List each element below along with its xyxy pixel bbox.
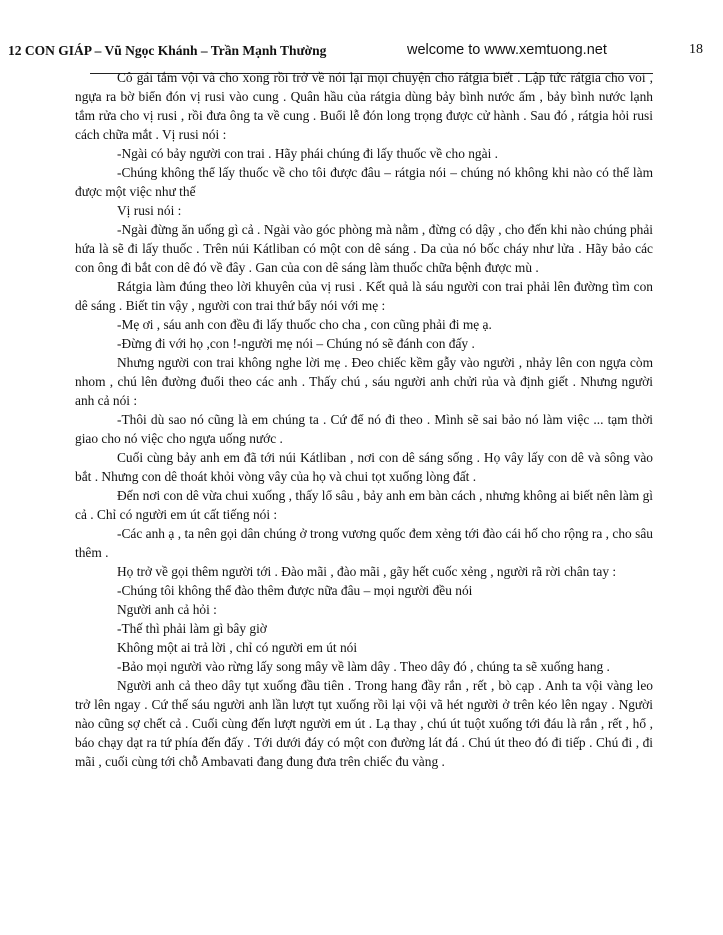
- dialogue-line: -Đừng đi với họ ,con !-người mẹ nói – Chúng nó sẽ đánh con đấy .: [117, 336, 475, 351]
- paragraph: Người anh cả theo dây tụt xuống đầu tiên . Trong hang đầy rắn , rết , bò cạp . Anh ta vội vàng leo trở lên ngay . Cứ thế sáu người anh lần lượt tụt xuống rồi lại vội vã hét người ở trên kéo lên ngay . Người nào cũng sợ chết cả . Cuối cùng đến lượt người em út . Lạ thay , chú út tuột xuống tới đáu là rắn , rết , hổ , báo chạy dạt ra tứ phía đến đấy . Tới dưới đáy có một con đường lát đá . Chú út theo đó đi tiếp . Chú đi , đi mãi , cuối cùng tới chỗ Ambavati đang đung đưa trên chiếc đu vàng .: [75, 678, 653, 769]
- paragraph: -Bảo mọi người vào rừng lấy song mây về làm dây . Theo dây đó , chúng ta sẽ xuống hang .: [117, 659, 610, 674]
- paragraph: Họ trở về gọi thêm người tới . Đào mãi , đào mãi , gãy hết cuốc xẻng , người rã rời chân tay :: [117, 564, 617, 579]
- dialogue-line: Không một ai trả lời , chỉ có người em út nói: [117, 640, 358, 655]
- paragraph: Cuối cùng bảy anh em đã tới núi Kátliban , nơi con dê sáng sống . Họ vây lấy con dê và sông vào bắt . Nhưng con dê thoát khỏi vòng vây của họ và chui tọt xuống lòng đất .: [75, 450, 653, 484]
- paragraph: Rátgia làm đúng theo lời khuyên của vị rusi . Kết quả là sáu người con trai phải lên đường tìm con dê sáng . Biết tin vậy , người con trai thứ bẩy nói với mẹ :: [75, 279, 653, 313]
- paragraph: Nhưng người con trai không nghe lời mẹ . Đeo chiếc kềm gẫy vào người , nhảy lên con ngựa còm nhom , chú lên đường đuổi theo các anh . Thấy chú , sáu người anh chửi rủa và định giết . Nhưng người anh cả nói :: [75, 355, 653, 408]
- page-body: [75, 68, 653, 771]
- dialogue-line: -Mẹ ơi , sáu anh con đều đi lấy thuốc cho cha , con cũng phải đi mẹ ạ.: [117, 317, 492, 332]
- dialogue-line: Người anh cả hỏi :: [117, 602, 217, 617]
- paragraph: -Thôi dù sao nó cũng là em chúng ta . Cứ để nó đi theo . Mình sẽ sai bảo nó làm việc ... tạm thời giao cho nó việc cho ngựa uống nước .: [75, 412, 653, 446]
- paragraph: -Các anh ạ , ta nên gọi dân chúng ở trong vương quốc đem xẻng tới đào cái hố cho rộng ra , cho sâu thêm .: [75, 526, 653, 560]
- page-header: [0, 38, 723, 62]
- dialogue-line: -Thế thì phải làm gì bây giờ: [117, 621, 267, 636]
- dialogue-line: -Ngài có bảy người con trai . Hãy phái chúng đi lấy thuốc về cho ngài .: [117, 146, 498, 161]
- paragraph: Cô gái tắm vội vã cho xong rồi trở về nói lại mọi chuyện cho rátgia biết . Lập tức rátgia cho voi , ngựa ra bờ biển đón vị rusi vào cung . Quân hầu của rátgia dùng bảy bình nước ấm , bảy bình nước lạnh tắm rửa cho vị rusi , rồi đưa ông ta về cung . Buổi lễ đón long trọng được cử hành . Sau đó , rátgia hỏi rusi cách chữa mắt . Vị rusi nói :: [75, 70, 653, 142]
- paragraph: Đến nơi con dê vừa chui xuống , thấy lổ sâu , bảy anh em bàn cách , nhưng không ai biết nên làm gì cả . Chỉ có người em út cất tiếng nói :: [75, 488, 653, 522]
- dialogue-line: Vị rusi nói :: [117, 203, 182, 218]
- book-title: 12 CON GIÁP – Vũ Ngọc Khánh – Trần Mạnh Thường: [8, 43, 327, 58]
- paragraph: -Chúng không thể lấy thuốc về cho tôi được đâu – rátgia nói – chúng nó không khi nào có thể làm được một việc như thế: [75, 165, 653, 199]
- paragraph: -Ngài đừng ăn uống gì cả . Ngài vào góc phòng mà nằm , đừng có dậy , cho đến khi nào chúng phải hứa là sẽ đi lấy thuốc . Trên núi Kátliban có một con dê sáng . Da của nó bốc cháy như lửa . Hãy bảo các con ông đi bắt con dê đó về đây . Gan của con dê sáng làm thuốc chữa bệnh được mù .: [75, 222, 653, 275]
- dialogue-line: -Chúng tôi không thể đào thêm được nữa đâu – mọi người đều nói: [117, 583, 473, 598]
- page-number: 18: [689, 42, 703, 57]
- website-link[interactable]: welcome to www.xemtuong.net: [407, 42, 607, 58]
